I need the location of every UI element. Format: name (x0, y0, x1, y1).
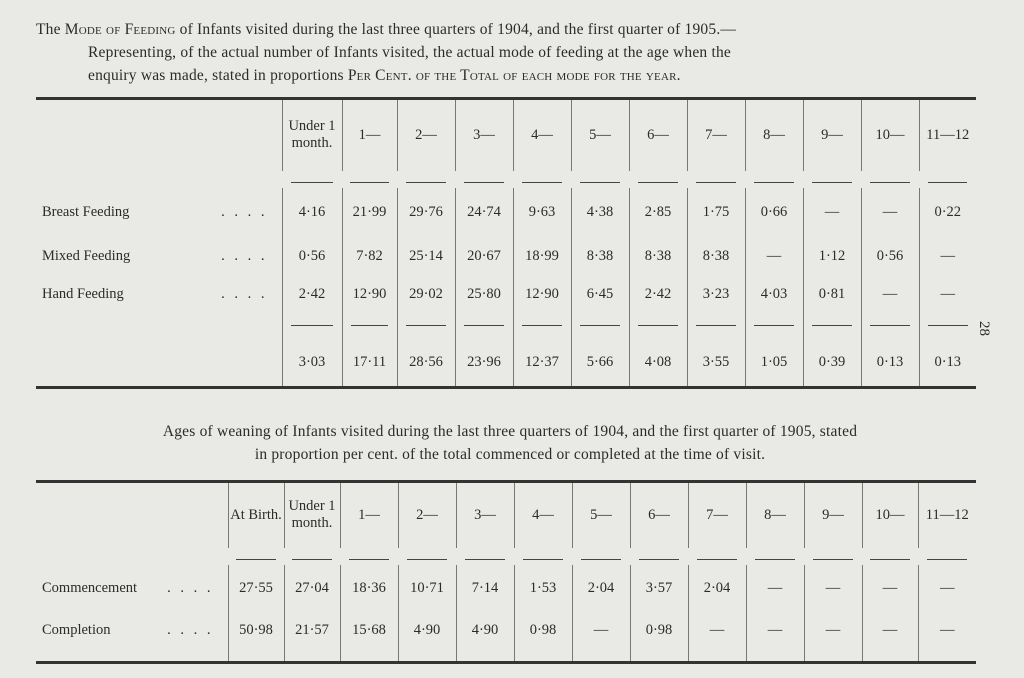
leader-dots: . . . . (221, 204, 268, 220)
t2-header-underline (804, 548, 862, 565)
table-cell: 27·55 (228, 565, 284, 613)
t1-col-header: 2— (397, 99, 455, 171)
table-cell: 4·90 (456, 613, 514, 649)
table-cell: 12·90 (513, 276, 571, 314)
total-underline (455, 314, 513, 340)
table-cell: — (803, 188, 861, 238)
t1-header-underline (397, 171, 455, 188)
t1-header-underline (745, 171, 803, 188)
t1-col-header: Under 1 month. (282, 99, 342, 171)
t1-header-underline (342, 171, 397, 188)
table-end-cell (862, 649, 918, 663)
table-cell: 2·42 (282, 276, 342, 314)
page-number: 28 (976, 321, 992, 336)
table-cell: 21·99 (342, 188, 397, 238)
table-cell: 0·56 (861, 238, 919, 276)
table-end-cell (456, 649, 514, 663)
table-cell: 7·14 (456, 565, 514, 613)
t1-col-header: 11—12 (919, 99, 976, 171)
total-underline (571, 314, 629, 340)
table-cell: 2·42 (629, 276, 687, 314)
table-cell: 10·71 (398, 565, 456, 613)
leader-dots: . . . . (167, 580, 214, 596)
table2-header-rules (36, 548, 976, 565)
total-cell: 0·13 (919, 340, 976, 388)
t2-header-underline (572, 548, 630, 565)
feeding-mode-table (36, 97, 976, 389)
total-cell: 17·11 (342, 340, 397, 388)
table-end-cell (918, 649, 976, 663)
table2-corner (36, 482, 228, 548)
table-row (36, 276, 976, 314)
table-cell: 18·99 (513, 238, 571, 276)
table-cell: 0·22 (919, 188, 976, 238)
total-underline (919, 314, 976, 340)
table-cell: 7·82 (342, 238, 397, 276)
table-cell: — (918, 565, 976, 613)
t2-header-underline (918, 548, 976, 565)
t2-col-header: 7— (688, 482, 746, 548)
table1-caption (36, 18, 976, 87)
t2-col-header: 11—12 (918, 482, 976, 548)
table-row (36, 565, 976, 613)
table-row (36, 613, 976, 649)
table-cell: 29·02 (397, 276, 455, 314)
t1-col-header: 7— (687, 99, 745, 171)
table-cell: — (862, 565, 918, 613)
row-label-text: Commencement (42, 580, 138, 596)
table-cell: 50·98 (228, 613, 284, 649)
row-label-text: Hand Feeding (42, 286, 124, 302)
table-end-cell (398, 649, 456, 663)
table-cell: — (919, 238, 976, 276)
total-cell: 3·55 (687, 340, 745, 388)
t1-header-underline (455, 171, 513, 188)
weaning-age-table (36, 480, 976, 664)
row-label (36, 613, 228, 649)
total-cell: 0·39 (803, 340, 861, 388)
t2-col-header: 5— (572, 482, 630, 548)
row-label (36, 238, 282, 276)
total-cell: 28·56 (397, 340, 455, 388)
t2-col-header: 10— (862, 482, 918, 548)
total-underline (687, 314, 745, 340)
table-row (36, 188, 976, 238)
table-cell: — (862, 613, 918, 649)
table-cell: 3·57 (630, 565, 688, 613)
table2-bottom (36, 649, 976, 663)
row-label (36, 565, 228, 613)
t2-col-header: 3— (456, 482, 514, 548)
t2-header-underline (228, 548, 284, 565)
t2-header-underline (514, 548, 572, 565)
table-cell: 2·04 (572, 565, 630, 613)
table1-corner (36, 99, 282, 171)
caption1-line3: enquiry was made, stated in proportions Per Cent. of the Total of each mode for the year. (88, 67, 681, 84)
total-cell: 0·13 (861, 340, 919, 388)
t2-header-underline (284, 548, 340, 565)
table-end-cell (804, 649, 862, 663)
table-cell: 9·63 (513, 188, 571, 238)
table-cell: 0·98 (630, 613, 688, 649)
total-cell: 1·05 (745, 340, 803, 388)
row-label-text: Mixed Feeding (42, 248, 131, 264)
leader-dots: . . . . (221, 248, 268, 264)
table-cell: 0·81 (803, 276, 861, 314)
total-underline (861, 314, 919, 340)
t1-header-underline (919, 171, 976, 188)
table-end-cell (340, 649, 398, 663)
t1-col-header: 5— (571, 99, 629, 171)
table-cell: 8·38 (571, 238, 629, 276)
row-label-text: Completion (42, 622, 111, 638)
t2-col-header: At Birth. (228, 482, 284, 548)
table-cell: 24·74 (455, 188, 513, 238)
total-cell: 3·03 (282, 340, 342, 388)
caption1-line2: Representing, of the actual number of Infants visited, the actual mode of feeding at the age when the (88, 44, 731, 61)
t1-header-underline (803, 171, 861, 188)
table-cell: 0·98 (514, 613, 572, 649)
table1-header-rules (36, 171, 976, 188)
table-cell: 2·85 (629, 188, 687, 238)
caption1-line1: The Mode of Feeding of Infants visited during the last three quarters of 1904, and the first quarter of 1905.— (36, 21, 737, 38)
t2-col-header: Under 1 month. (284, 482, 340, 548)
table-cell: 15·68 (340, 613, 398, 649)
table-end-cell (284, 649, 340, 663)
t1-col-header: 6— (629, 99, 687, 171)
table-cell: 25·80 (455, 276, 513, 314)
table-end-cell (514, 649, 572, 663)
t2-header-underline (630, 548, 688, 565)
table-cell: — (745, 238, 803, 276)
table-cell: 1·75 (687, 188, 745, 238)
table-cell: — (919, 276, 976, 314)
caption2-line2: in proportion per cent. of the total commenced or completed at the time of visit. (254, 446, 766, 463)
table2-caption (30, 420, 990, 466)
t2-header-underline (862, 548, 918, 565)
table-cell: 8·38 (629, 238, 687, 276)
table-cell: 4·38 (571, 188, 629, 238)
t2-col-header: 6— (630, 482, 688, 548)
t2-header-underline (688, 548, 746, 565)
total-cell: 12·37 (513, 340, 571, 388)
table-cell: 1·53 (514, 565, 572, 613)
table-cell: 0·56 (282, 238, 342, 276)
table-cell: 1·12 (803, 238, 861, 276)
table-cell: 27·04 (284, 565, 340, 613)
table-end-cell (630, 649, 688, 663)
table-cell: — (746, 565, 804, 613)
t1-header-underline (513, 171, 571, 188)
t1-col-header: 4— (513, 99, 571, 171)
table-cell: 29·76 (397, 188, 455, 238)
table-cell: — (918, 613, 976, 649)
t2-col-header: 9— (804, 482, 862, 548)
table-cell: 4·03 (745, 276, 803, 314)
t2-col-header: 2— (398, 482, 456, 548)
table-cell: 18·36 (340, 565, 398, 613)
total-underline (342, 314, 397, 340)
total-underline (745, 314, 803, 340)
t2-col-header: 8— (746, 482, 804, 548)
t2-col-header: 1— (340, 482, 398, 548)
leader-dots: . . . . (167, 622, 214, 638)
table-cell: 21·57 (284, 613, 340, 649)
t2-col-header: 4— (514, 482, 572, 548)
total-underline (803, 314, 861, 340)
total-underline (397, 314, 455, 340)
table-cell: — (861, 188, 919, 238)
table-cell: 12·90 (342, 276, 397, 314)
table1-total-rules (36, 314, 976, 340)
table-cell: — (804, 613, 862, 649)
row-label-text: Breast Feeding (42, 204, 130, 220)
table-cell: 0·66 (745, 188, 803, 238)
t1-col-header: 9— (803, 99, 861, 171)
table-end-cell (572, 649, 630, 663)
table-cell: 3·23 (687, 276, 745, 314)
table-cell: — (572, 613, 630, 649)
t1-col-header: 3— (455, 99, 513, 171)
total-cell: 23·96 (455, 340, 513, 388)
table-cell: — (804, 565, 862, 613)
t1-header-underline (282, 171, 342, 188)
table-end-cell (688, 649, 746, 663)
t1-col-header: 1— (342, 99, 397, 171)
table-cell: — (861, 276, 919, 314)
table1-total-row (36, 340, 976, 388)
t2-header-underline (398, 548, 456, 565)
total-underline (629, 314, 687, 340)
total-cell: 4·08 (629, 340, 687, 388)
table-end-cell (746, 649, 804, 663)
table-end-cell (228, 649, 284, 663)
t2-header-underline (746, 548, 804, 565)
table-cell: — (688, 613, 746, 649)
row-label (36, 276, 282, 314)
table-cell: 2·04 (688, 565, 746, 613)
t1-col-header: 10— (861, 99, 919, 171)
table-cell: 4·90 (398, 613, 456, 649)
t1-col-header: 8— (745, 99, 803, 171)
t1-header-underline (571, 171, 629, 188)
table-cell: 20·67 (455, 238, 513, 276)
table1-body (36, 188, 976, 314)
t1-header-underline (629, 171, 687, 188)
table-cell: 25·14 (397, 238, 455, 276)
table-row (36, 238, 976, 276)
t1-header-underline (861, 171, 919, 188)
total-underline (282, 314, 342, 340)
table-cell: 6·45 (571, 276, 629, 314)
table-cell: — (746, 613, 804, 649)
table2-header-row (36, 482, 976, 548)
t2-header-underline (340, 548, 398, 565)
table1-header-row (36, 99, 976, 171)
total-underline (513, 314, 571, 340)
caption2-line1: Ages of weaning of Infants visited during the last three quarters of 1904, and the first quarter of 1905, stated (162, 423, 858, 440)
table2-body (36, 565, 976, 649)
table-cell: 8·38 (687, 238, 745, 276)
leader-dots: . . . . (221, 286, 268, 302)
row-label (36, 188, 282, 238)
table-cell: 4·16 (282, 188, 342, 238)
total-cell: 5·66 (571, 340, 629, 388)
t2-header-underline (456, 548, 514, 565)
t1-header-underline (687, 171, 745, 188)
